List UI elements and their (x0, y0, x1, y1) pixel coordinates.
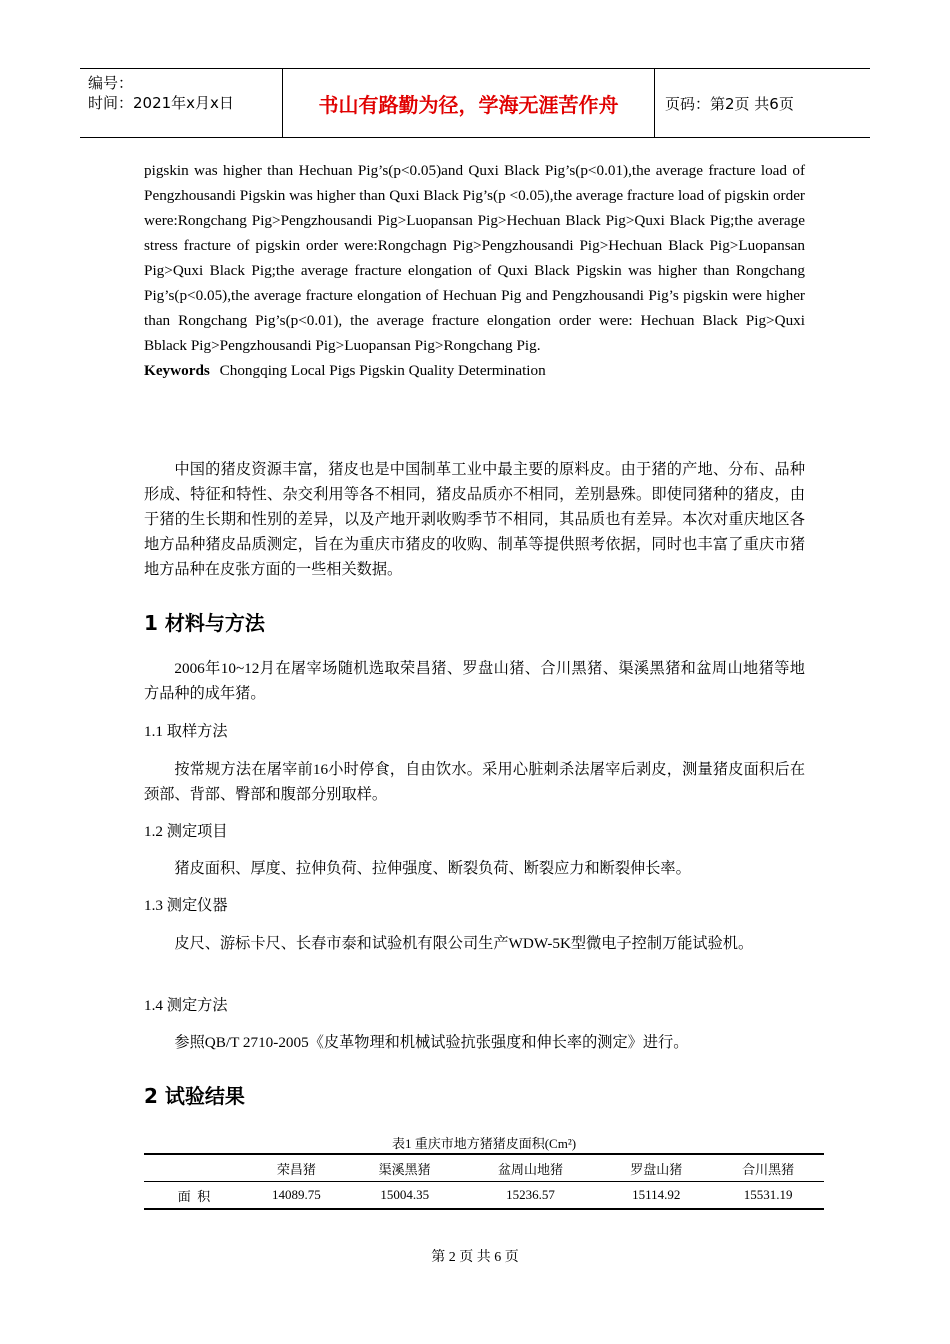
keywords (144, 358, 805, 383)
table-cell: 14089.75 (272, 1187, 321, 1202)
keywords-text: Chongqing Local Pigs Pigskin Quality Determination (219, 362, 546, 379)
date-label: 时间：2021年x月x日 (88, 94, 234, 112)
table-header-cell: 合川黑猪 (742, 1161, 795, 1177)
intro-paragraph: 中国的猪皮资源丰富，猪皮也是中国制革工业中最主要的原料皮。由于猪的产地、分布、品种形成、特征和特性、杂交利用等各不相同，猪皮品质亦不相同，差别悬殊。即使同猪种的猪皮，由于猪的生长期和性别的差异，以及产地开剥收购季节不相同，其品质也有差异。本次对重庆地区各地方品种猪皮品质测定，旨在为重庆市猪皮的收购、制革等提供照考依据，同时也丰富了重庆市猪地方品种在皮张方面的一些相关数据。 (144, 461, 805, 578)
table-cell: 15004.35 (380, 1187, 430, 1202)
table-header-row (144, 1154, 824, 1182)
table-caption: 表1 重庆市地方猪猪皮面积(Cm²) (391, 1136, 577, 1151)
subsection-1-1-heading: 1.1 取样方法 (144, 723, 228, 740)
subsection-1-1-text: 按常规方法在屠宰前16小时停食，自由饮水。采用心脏刺杀法屠宰后剥皮，测量猪皮面积后在颈部、背部、臀部和腹部分别取样。 (144, 761, 805, 803)
subsection-1-3-heading: 1.3 测定仪器 (144, 897, 228, 914)
subsection-1-2-heading: 1.2 测定项目 (144, 823, 228, 840)
abstract-text: pigskin was higher than Hechuan Pig’s(p<0.05)and Quxi Black Pig’s(p<0.01),the average fracture load of Pengzhousandi Pigskin was higher than Quxi Black Pig’s(p <0.05),the average fracture load of pigskin order were:Rongchang Pig>Pengzhousandi Pig>Luopansan Pig>Hechuan Black Pig>Quxi Black Pig;the average stress fracture of pigskin order were:Rongchagn Pig>Pengzhousandi Pig>Hechuan Black Pig>Luopansan Pig>Quxi Black Pig;the average fracture elongation of Quxi Black Pigskin was higher than Rongchang Pig’s(p<0.05),the average fracture elongation of Hechuan Pig and Pengzhousandi Pig’s pigskin were higher than Rongchang Pig’s(p<0.01), the average fracture elongation order were: Hechuan Black Pig>Quxi Bblack Pig>Pengzhousandi Pig>Luopansan Pig>Rongchang Pig. (144, 162, 805, 354)
subsection-1-2-text: 猪皮面积、厚度、拉伸负荷、拉伸强度、断裂负荷、断裂应力和断裂伸长率。 (174, 860, 691, 877)
page-footer: 第 2 页 共 6 页 (431, 1250, 519, 1265)
code-label: 编号： (88, 74, 134, 92)
keywords-label: Keywords (144, 362, 210, 379)
table-cell: 15531.19 (743, 1187, 793, 1202)
section-1-heading: 1 材料与方法 (144, 611, 265, 635)
table-header-cell: 荣昌猪 (276, 1161, 316, 1177)
header-motto: 书山有路勤为径，学海无涯苦作舟 (282, 69, 655, 137)
section-1-paragraph: 2006年10~12月在屠宰场随机选取荣昌猪、罗盘山猪、合川黑猪、渠溪黑猪和盆周山地猪等地方品种的成年猪。 (144, 660, 805, 702)
abstract (144, 158, 805, 383)
table-header-cell (144, 1154, 244, 1182)
header-meta (80, 69, 282, 137)
subsection-1-4-text: 参照QB/T 2710-2005《皮革物理和机械试验抗张强度和伸长率的测定》进行。 (174, 1034, 689, 1051)
subsection-1-4-heading: 1.4 测定方法 (144, 997, 228, 1014)
table-header-cell: 盆周山地猪 (497, 1161, 563, 1177)
table-row-label: 面 积 (177, 1188, 211, 1204)
table-header-cell: 渠溪黑猪 (378, 1161, 431, 1177)
header-page-number: 页码：第2页 共6页 (665, 94, 794, 113)
page-header (80, 68, 870, 138)
pigskin-area-table (144, 1153, 824, 1210)
subsection-1-3-text: 皮尺、游标卡尺、长春市泰和试验机有限公司生产WDW-5K型微电子控制万能试验机。 (174, 935, 754, 952)
table-header-cell: 罗盘山猪 (630, 1161, 683, 1177)
table-cell: 15236.57 (506, 1187, 555, 1202)
section-2-heading: 2 试验结果 (144, 1084, 245, 1108)
table-row (144, 1182, 824, 1210)
table-cell: 15114.92 (632, 1187, 681, 1202)
